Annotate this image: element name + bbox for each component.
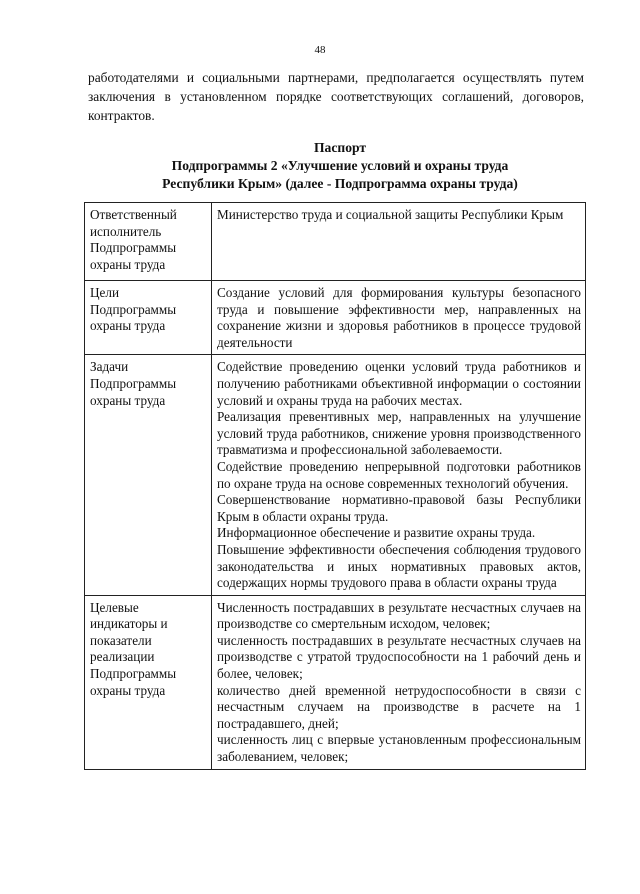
row-label: Ответственный исполнитель Подпрограммы охраны труда [85,203,212,281]
intro-paragraph: работодателями и социальными партнерами, предполагается осуществлять путем заключения в установленном порядке соответствующих соглашений, договоров, контрактов. [88,70,584,123]
row-label: Задачи Подпрограммы охраны труда [85,355,212,595]
row-paragraph: Совершенствование нормативно-правовой базы Республики Крым в области охраны труда. [217,492,581,524]
row-paragraph: Повышение эффективности обеспечения соблюдения трудового законодательства и иных нормативных правовых актов, содержащих нормы трудового права в области охраны труда [217,541,581,591]
row-paragraph: Министерство труда и социальной защиты Республики Крым [217,207,564,222]
row-paragraph: Создание условий для формирования культуры безопасного труда и повышение эффективности мер, направленных на сохранение жизни и здоровья работников в процессе трудовой деятельности [217,285,581,350]
table-row [85,595,586,769]
row-value [212,281,586,355]
passport-table [84,202,586,770]
table-row [85,355,586,595]
row-label: Целевые индикаторы и показатели реализации Подпрограммы охраны труда [85,595,212,769]
row-value [212,595,586,769]
table-row [85,281,586,355]
row-value [212,203,586,281]
passport-title: Паспорт [313,140,367,155]
row-value [212,355,586,595]
row-paragraph: численность пострадавших в результате несчастных случаев на производстве с утратой трудоспособности на 1 рабочий день и более, человек; [217,632,581,682]
row-paragraph: Содействие проведению непрерывной подготовки работников по охране труда на основе современных технологий обучения. [217,458,581,491]
table-row [85,203,586,281]
row-label: Цели Подпрограммы охраны труда [85,281,212,355]
row-paragraph: Содействие проведению оценки условий труда работников и получению работниками объективной информации о состоянии условий и охраны труда на рабочих местах. [217,359,581,408]
passport-subtitle-line-1: Подпрограммы 2 «Улучшение условий и охраны труда [171,158,509,173]
passport-subtitle-line-2: Республики Крым» (далее - Подпрограмма охраны труда) [162,176,518,191]
passport-heading [60,139,620,193]
row-paragraph: количество дней временной нетрудоспособности в связи с несчастным случаем на производстве в расчете на 1 пострадавшего, дней; [217,682,581,731]
row-paragraph: Информационное обеспечение и развитие охраны труда. [217,525,536,541]
page-number: 48 [314,44,326,56]
row-paragraph: Реализация превентивных мер, направленных на улучшение условий труда работников, снижение уровня производственного травматизма и профессиональной заболеваемости. [217,409,581,458]
row-paragraph: численность лиц с впервые установленным профессиональным заболеванием, человек; [217,732,581,765]
row-paragraph: Численность пострадавших в результате несчастных случаев на производстве со смертельным исходом, человек; [217,599,581,632]
